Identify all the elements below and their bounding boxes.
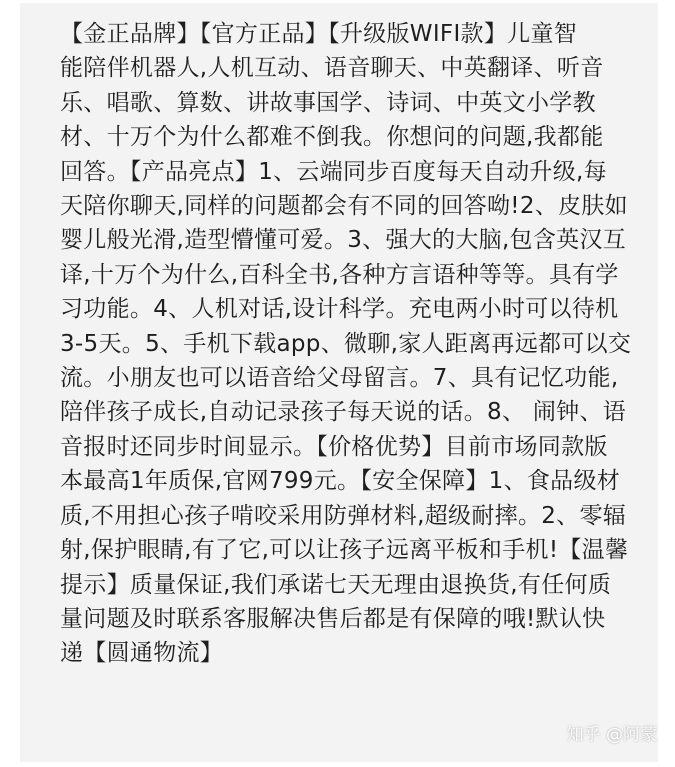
- description-line: 质,不用担心孩子啃咬采用防弹材料,超级耐摔。2、零辐: [60, 502, 627, 529]
- description-line: 射,保护眼睛,有了它,可以让孩子远离平板和手机!【温馨: [60, 537, 629, 564]
- description-line: 【金正品牌】【官方正品】【升级版WIFI款】儿童智: [60, 21, 578, 47]
- description-line: 提示】质量保证,我们承诺七天无理由退换货,有任何质: [60, 571, 612, 598]
- description-line: 天陪你聊天,同样的问题都会有不同的回答呦!2、皮肤如: [60, 193, 628, 220]
- description-line: 递【圆通物流】: [60, 640, 224, 667]
- zhihu-watermark: 知乎 @阿蒙: [566, 725, 657, 745]
- description-line: 材、十万个为什么都难不倒我。你想问的问题,我都能: [60, 124, 604, 151]
- description-line: 流。小朋友也可以语音给父母留言。7、具有记忆功能,: [60, 365, 619, 392]
- description-line: 能陪伴机器人,人机互动、语音聊天、中英翻译、听音: [60, 55, 604, 82]
- description-line: 音报时还同步时间显示。【价格优势】目前市场同款版: [60, 433, 608, 460]
- description-line: 乐、唱歌、算数、讲故事国学、诗词、中英文小学教: [60, 89, 596, 116]
- description-line: 本最高1年质保,官网799元。【安全保障】1、食品级材: [60, 468, 621, 495]
- description-line: 陪伴孩子成长,自动记录孩子每天说的话。8、 闹钟、语: [60, 399, 627, 426]
- description-line: 婴儿般光滑,造型懵懂可爱。3、强大的大脑,包含英汉互: [60, 227, 627, 254]
- description-line: 量问题及时联系客服解决售后都是有保障的哦!默认快: [60, 605, 606, 632]
- product-description-text: [60, 17, 650, 671]
- description-card: [20, 3, 658, 762]
- description-line: 译,十万个为什么,百科全书,各种方言语种等等。具有学: [60, 261, 619, 288]
- description-line: 回答。【产品亮点】1、云端同步百度每天自动升级,每: [60, 158, 607, 185]
- description-line: 3-5天。5、手机下载app、微聊,家人距离再远都可以交: [60, 330, 632, 357]
- description-line: 习功能。4、人机对话,设计科学。充电两小时可以待机: [60, 296, 619, 323]
